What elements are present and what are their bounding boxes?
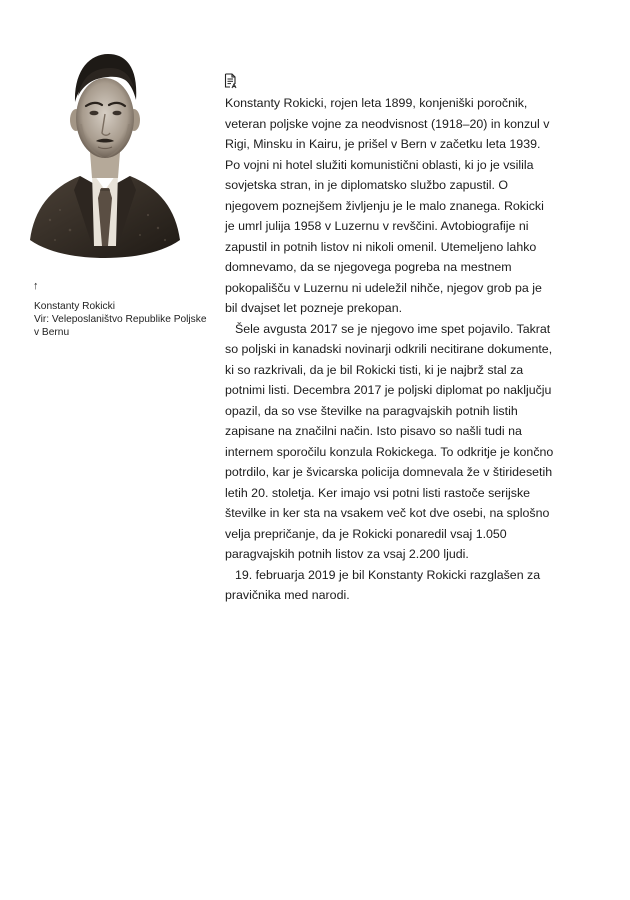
caption-name: Konstanty Rokicki xyxy=(34,301,115,312)
paragraph-3: 19. februarja 2019 je bil Konstanty Rokicki razglašen za pravičnika med narodi. xyxy=(225,567,541,602)
up-arrow-icon: ↑ xyxy=(33,280,39,292)
paragraph-1: Konstanty Rokicki, rojen leta 1899, konjeniški poročnik, veteran poljske vojne za neodvisnost (1918–20) in konzul v Rigi, Minsku in Kairu, je prišel v Bern v začetku leta 1939. Po vojni ni hotel služiti komunistični oblasti, ki jo je vsilila sovjetska stran, in je diplomatsko službo zapustil. O njegovem poznejšem življenju je le malo znanega. Rokicki je umrl julija 1958 v Luzernu v revščini. Avtobiografije ni zapustil in potnih listov ni nikoli omenil. Utemeljeno lahko domnevamo, da se njegovega pogreba na mestnem pokopališču v Luzernu ni udeležil nihče, njegov grob pa je bil dvajset let pozneje prekopan. xyxy=(225,96,550,315)
portrait-photo xyxy=(30,40,180,258)
document-audio-icon[interactable] xyxy=(224,73,238,89)
caption-source-line-2: v Bernu xyxy=(34,327,70,338)
article-body xyxy=(225,93,555,606)
caption-source-line-1: Vir: Veleposlaništvo Republike Poljske xyxy=(34,314,207,325)
image-caption xyxy=(34,300,219,339)
paragraph-2: Šele avgusta 2017 se je njegovo ime spet pojavilo. Takrat so poljski in kanadski novinarji odkrili necitirane dokumente, ki so razkrivali, da je bil Rokicki tisti, ki je najbrž stal za potnimi listi. Decembra 2017 je poljski diplomat po naključju opazil, da so vse številke na paragvajskih potnih listih zapisane na značilni način. Isto pisavo so našli tudi na internem sporočilu konzula Rokickega. To odkritje je končno potrdilo, kar je švicarska policija domnevala že v štiridesetih letih 20. stoletja. Ker imajo vsi potni listi rastoče serijske številke in ker sta na vsakem več kot dve osebi, na splošno velja prepričanje, da je Rokicki ponaredil vsaj 1.050 paragvajskih potnih listov za vsaj 2.200 ljudi. xyxy=(225,321,554,561)
